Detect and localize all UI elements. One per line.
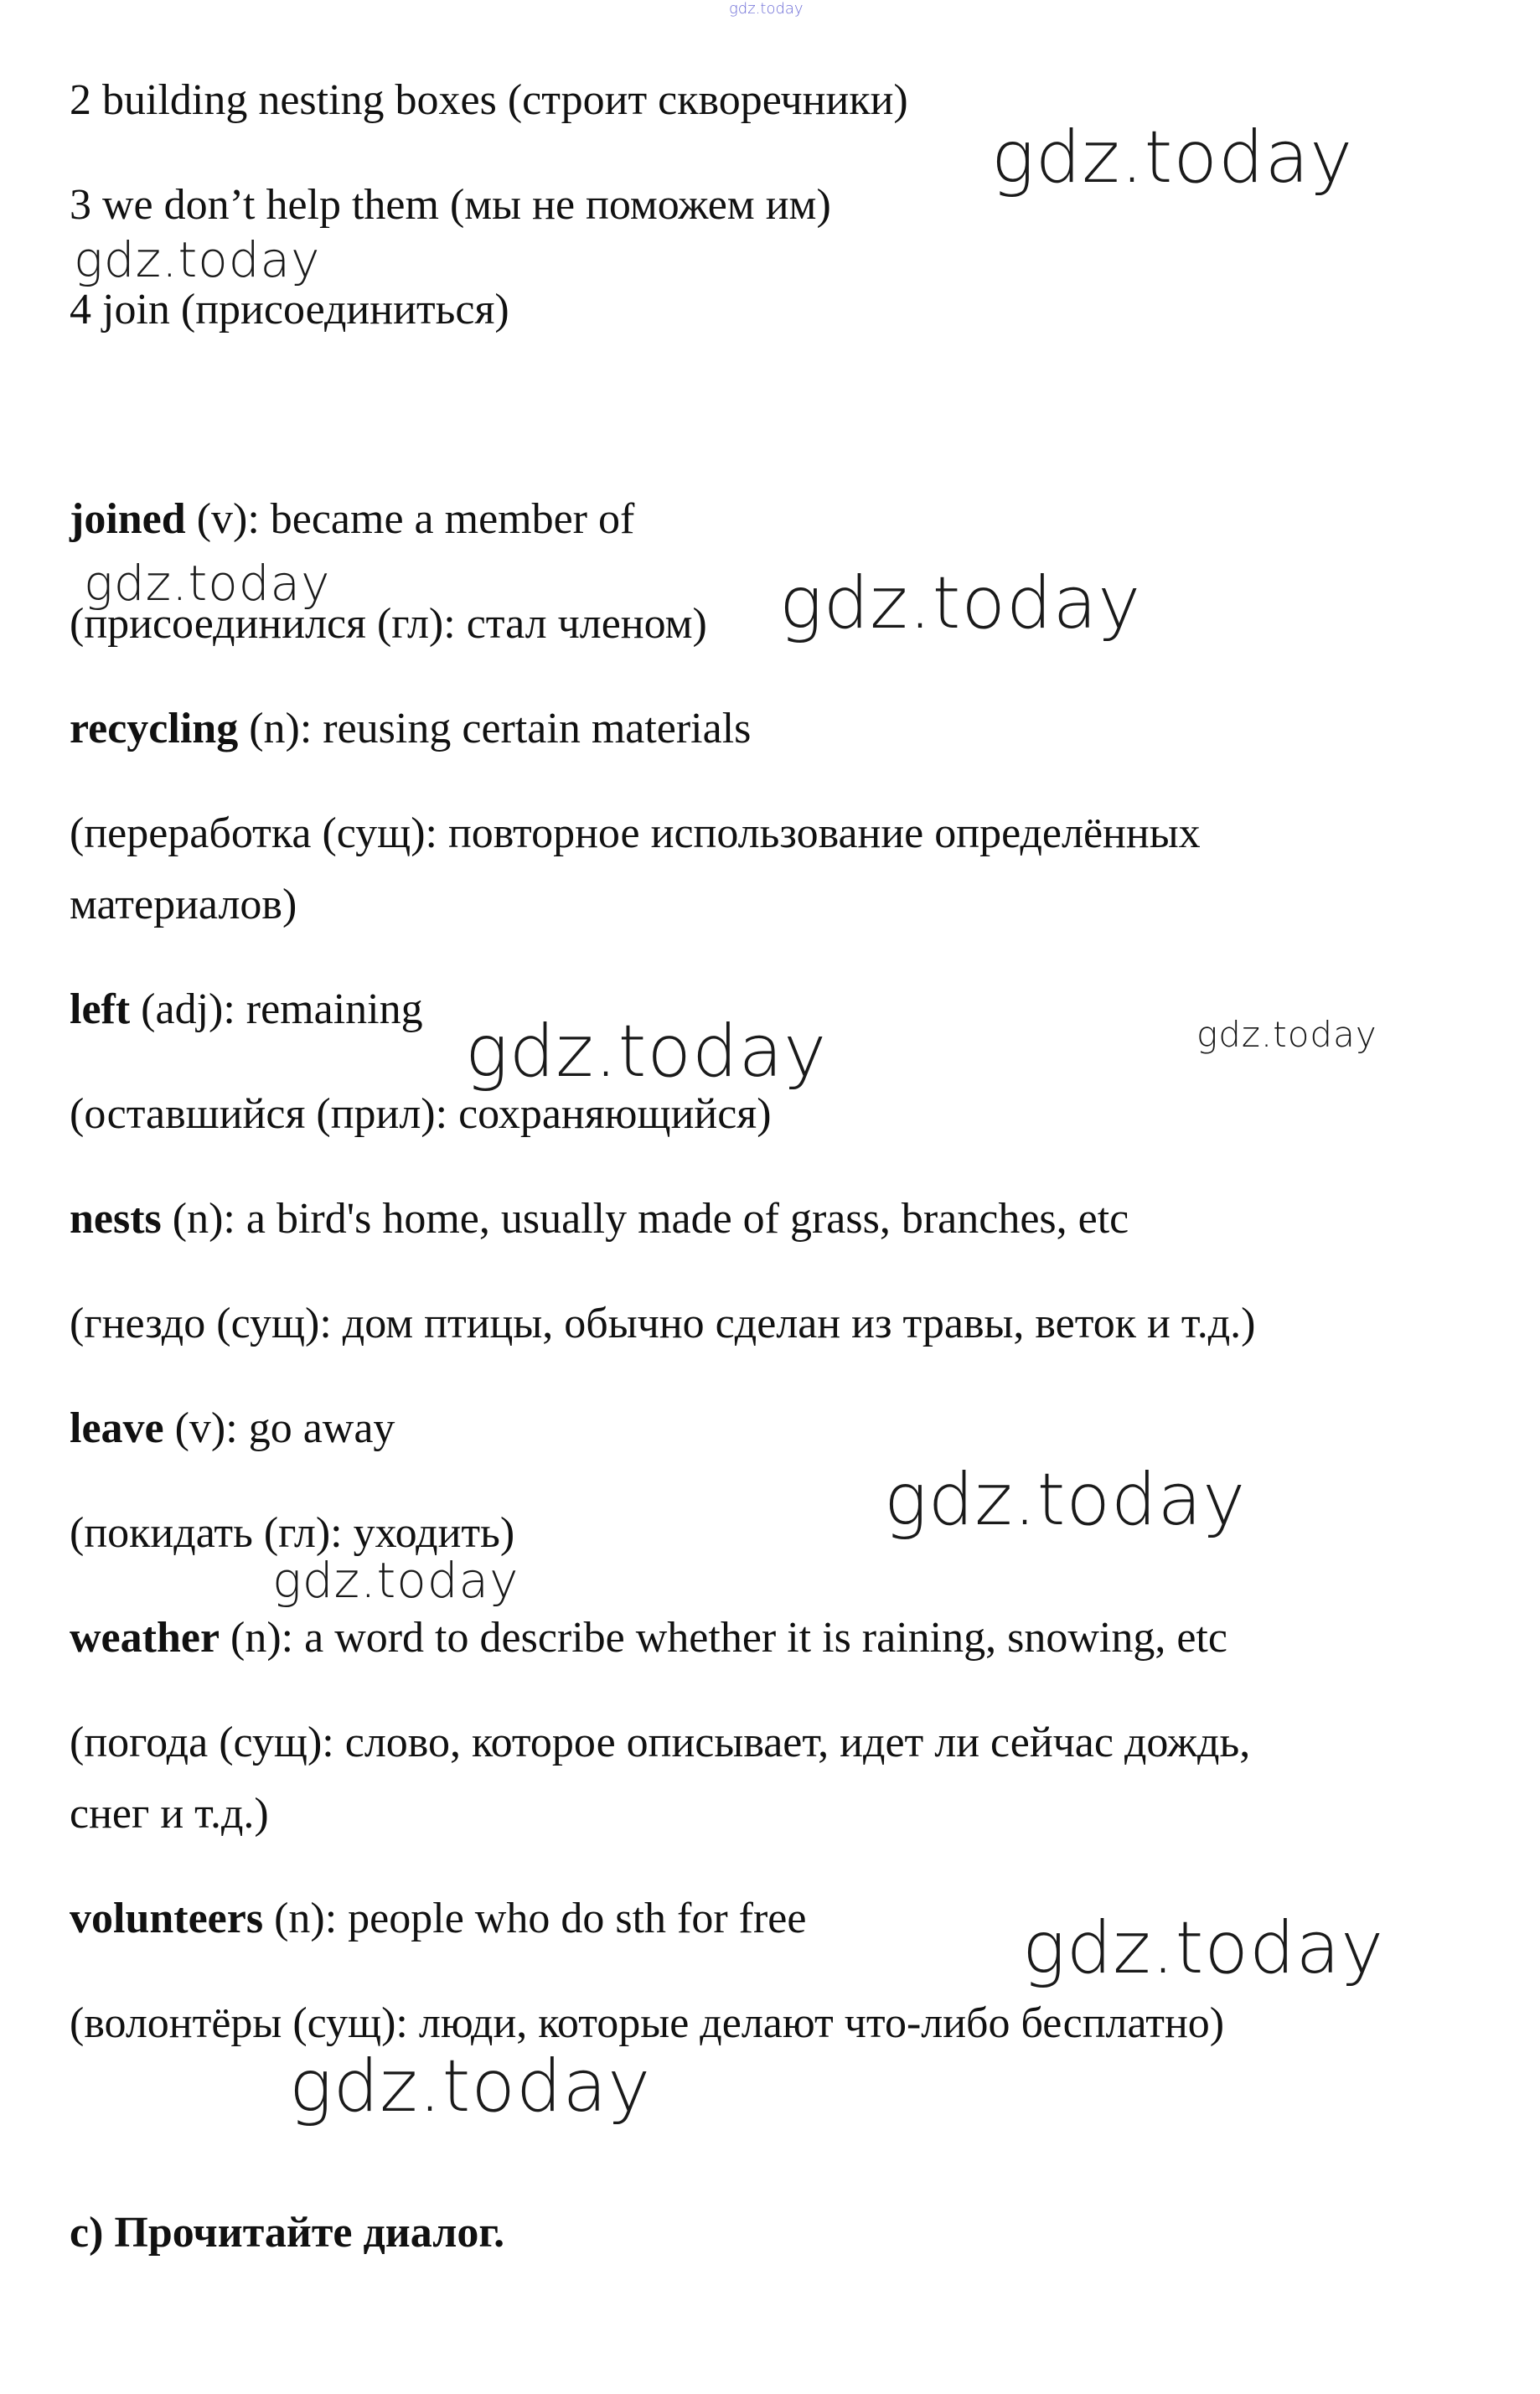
glossary-translation-weather-line2: снег и т.д.) [70,1790,269,1838]
watermark: gdz.today [779,561,1142,645]
section-heading: с) Прочитайте диалог. [70,2209,505,2257]
glossary-definition: (v): became a member of [185,495,635,543]
glossary-definition: (n): reusing certain materials [238,705,752,752]
glossary-term: nests [70,1195,162,1243]
glossary-entry-leave [70,1404,395,1454]
glossary-translation-volunteers: (волонтёры (сущ): люди, которые делают что-либо бесплатно) [70,1999,1225,2047]
glossary-definition: (n): a bird's home, usually made of grass, branches, etc [161,1195,1129,1243]
top-watermark: gdz.today [729,0,804,18]
watermark: gdz.today [84,555,331,612]
watermark: gdz.today [1196,1014,1377,1055]
glossary-definition: (v): go away [163,1404,395,1452]
glossary-translation-leave: (покидать (гл): уходить) [70,1509,515,1557]
glossary-translation-joined: (присоединился (гл): стал членом) [70,600,707,648]
answer-2: 2 building nesting boxes (строит скворечники) [70,76,908,124]
watermark: gdz.today [465,1010,828,1094]
glossary-entry-volunteers [70,1894,806,1944]
glossary-term: joined [70,495,186,543]
watermark: gdz.today [289,2045,652,2128]
glossary-translation-recycling-line2: материалов) [70,881,297,928]
glossary-term: left [70,985,131,1033]
glossary-entry-weather [70,1613,1227,1663]
glossary-term: weather [70,1614,220,1662]
glossary-entry-joined [70,494,634,545]
glossary-translation-weather-line1: (погода (сущ): слово, которое описывает, идет ли сейчас дождь, [70,1719,1251,1766]
glossary-term: leave [70,1404,164,1452]
glossary-translation-left: (оставшийся (прил): сохраняющийся) [70,1090,772,1138]
watermark: gdz.today [1022,1906,1385,1990]
glossary-translation-nests: (гнездо (сущ): дом птицы, обычно сделан из травы, веток и т.д.) [70,1300,1256,1347]
glossary-definition: (adj): remaining [130,985,423,1033]
glossary-entry-nests [70,1194,1129,1244]
glossary-term: recycling [70,705,239,752]
watermark: gdz.today [74,231,321,288]
watermark: gdz.today [272,1552,519,1609]
glossary-entry-left [70,985,423,1035]
answer-4: 4 join (присоединиться) [70,286,509,334]
glossary-translation-recycling-line1: (переработка (сущ): повторное использование определённых [70,809,1201,857]
watermark: gdz.today [991,116,1354,199]
glossary-definition: (n): a word to describe whether it is raining, snowing, etc [220,1614,1227,1662]
glossary-entry-recycling [70,704,751,754]
glossary-term: volunteers [70,1895,264,1942]
glossary-definition: (n): people who do sth for free [263,1895,807,1942]
answer-3: 3 we don’t help them (мы не поможем им) [70,181,831,229]
watermark: gdz.today [884,1458,1247,1542]
